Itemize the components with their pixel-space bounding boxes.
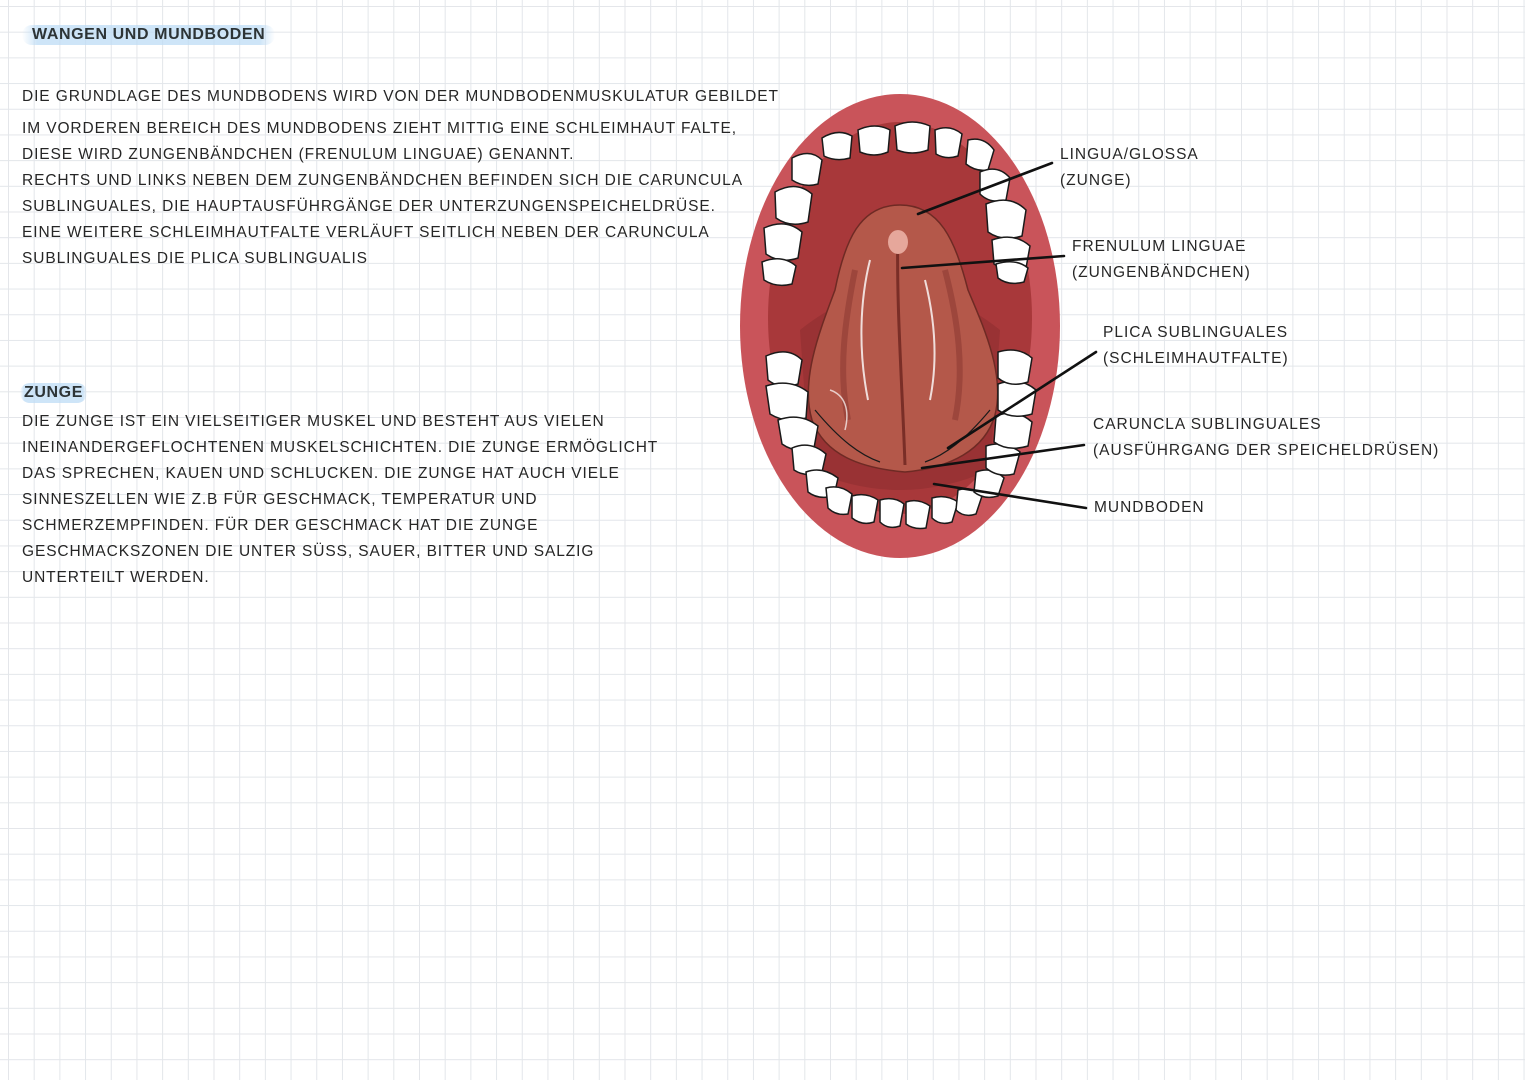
text-line: DAS SPRECHEN, KAUEN UND SCHLUCKEN. DIE ZUNGE HAT AUCH VIELE	[22, 465, 620, 482]
text-line: SINNESZELLEN WIE Z.B FÜR GESCHMACK, TEMPERATUR UND	[22, 491, 538, 508]
text-line: DIESE WIRD ZUNGENBÄNDCHEN (FRENULUM LINGUAE) GENANNT.	[22, 146, 575, 163]
label-line2: (ZUNGENBÄNDCHEN)	[1072, 264, 1251, 281]
label-line1: PLICA SUBLINGUALES	[1103, 324, 1289, 341]
label-line1: CARUNCLA SUBLINGUALES	[1093, 416, 1322, 433]
label-frenulum-linguae	[1072, 234, 1251, 286]
label-mundboden	[1094, 495, 1205, 521]
section-heading-wangen-mundboden: WANGEN UND MUNDBODEN	[22, 25, 275, 45]
label-line2: (SCHLEIMHAUTFALTE)	[1103, 350, 1289, 367]
section-heading-zunge: ZUNGE	[20, 383, 87, 403]
text-line: UNTERTEILT WERDEN.	[22, 569, 210, 586]
text-line: DIE ZUNGE IST EIN VIELSEITIGER MUSKEL UND BESTEHT AUS VIELEN	[22, 413, 605, 430]
text-line: SUBLINGUALES, DIE HAUPTAUSFÜHRGÄNGE DER UNTERZUNGENSPEICHELDRÜSE.	[22, 198, 716, 215]
text-line: EINE WEITERE SCHLEIMHAUTFALTE VERLÄUFT SEITLICH NEBEN DER CARUNCULA	[22, 224, 710, 241]
text-line: IM VORDEREN BEREICH DES MUNDBODENS ZIEHT MITTIG EINE SCHLEIMHAUT FALTE,	[22, 120, 737, 137]
label-lingua-glossa	[1060, 142, 1199, 194]
label-line1: LINGUA/GLOSSA	[1060, 146, 1199, 163]
text-line: SCHMERZEMPFINDEN. FÜR DER GESCHMACK HAT DIE ZUNGE	[22, 517, 539, 534]
text-line: INEINANDERGEFLOCHTENEN MUSKELSCHICHTEN. DIE ZUNGE ERMÖGLICHT	[22, 439, 659, 456]
text-line: GESCHMACKSZONEN DIE UNTER SÜSS, SAUER, BITTER UND SALZIG	[22, 543, 595, 560]
label-caruncula-sublinguales	[1093, 412, 1439, 464]
text-line: SUBLINGUALES DIE PLICA SUBLINGUALIS	[22, 250, 368, 267]
label-line2: (ZUNGE)	[1060, 172, 1132, 189]
label-line1: MUNDBODEN	[1094, 499, 1205, 516]
text-line: RECHTS UND LINKS NEBEN DEM ZUNGENBÄNDCHEN BEFINDEN SICH DIE CARUNCULA	[22, 172, 743, 189]
label-line1: FRENULUM LINGUAE	[1072, 238, 1247, 255]
label-line2: (AUSFÜHRGANG DER SPEICHELDRÜSEN)	[1093, 442, 1440, 459]
text-line: DIE GRUNDLAGE DES MUNDBODENS WIRD VON DER MUNDBODENMUSKULATUR GEBILDET	[22, 88, 779, 105]
label-plica-sublinguales	[1103, 320, 1289, 372]
